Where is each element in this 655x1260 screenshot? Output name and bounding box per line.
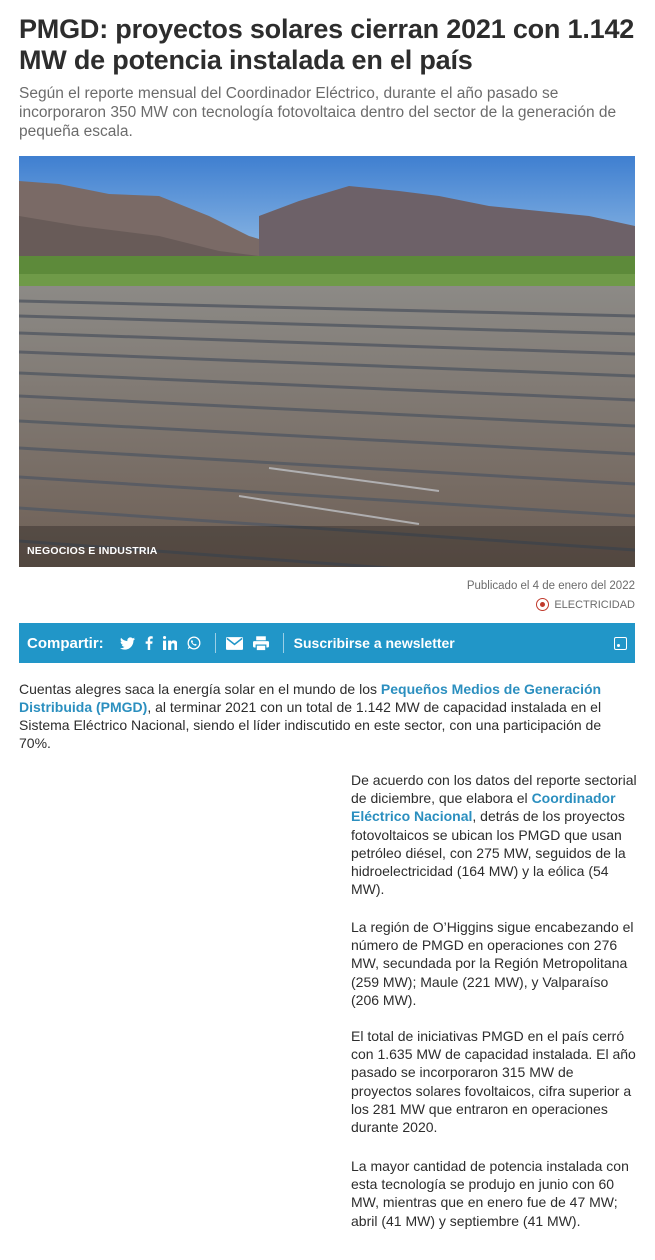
- article-title: PMGD: proyectos solares cierran 2021 con 1.142 MW de potencia instalada en el país: [19, 14, 635, 75]
- share-divider: [283, 633, 284, 653]
- article-subtitle: Según el reporte mensual del Coordinador Eléctrico, durante el año pasado se incorporaron 350 MW con tecnología fotovoltaica dentro del sector de la generación de pequeña escala.: [19, 85, 617, 140]
- hero-image: [19, 156, 635, 567]
- category-link[interactable]: [536, 598, 635, 611]
- paragraph-1: [351, 771, 637, 898]
- share-label: Compartir:: [27, 634, 104, 652]
- share-divider: [215, 633, 216, 653]
- facebook-icon[interactable]: [145, 636, 153, 650]
- p1-text: De acuerdo con los datos del reporte sectorial de diciembre, que elabora el: [351, 772, 637, 807]
- image-category-tag[interactable]: NEGOCIOS E INDUSTRIA: [27, 545, 158, 557]
- paragraph-3: El total de iniciativas PMGD en el país cerró con 1.635 MW de capacidad instalada. El año pasado se incorporaron 315 MW de proyectos solares fovoltaicos, cifra superior a los 281 MW que entraron en operaciones durante 2020.: [351, 1028, 636, 1136]
- publish-date: Publicado el 4 de enero del 2022: [466, 580, 635, 592]
- rss-icon[interactable]: [614, 637, 627, 650]
- lead-paragraph: [19, 680, 619, 752]
- email-icon[interactable]: [226, 637, 243, 650]
- paragraph-2: La región de O’Higgins sigue encabezando el número de PMGD en operaciones con 276 MW, secundada por la Región Metropolitana (259 MW); Maule (221 MW), y Valparaíso (206 MW).: [351, 919, 634, 1008]
- lead-text: , al terminar 2021 con un total de 1.142 MW de capacidad instalada en el Sistema Eléctrico Nacional, siendo el líder indiscutido en este sector, con una participación de 70%.: [19, 699, 602, 751]
- pmgd-link[interactable]: Pequeños Medios de Generación Distribuida (PMGD): [19, 681, 602, 715]
- whatsapp-icon[interactable]: [187, 636, 201, 650]
- twitter-icon[interactable]: [120, 637, 135, 650]
- print-icon[interactable]: [253, 636, 269, 651]
- solar-farm-photo: [19, 156, 635, 567]
- newsletter-link[interactable]: Suscribirse a newsletter: [293, 635, 455, 651]
- paragraph-4: La mayor cantidad de potencia instalada con esta tecnología se produjo en junio con 60 MW, mientras que en enero fue de 47 MW; abril (41 MW) y septiembre (41 MW).: [351, 1158, 629, 1229]
- category-icon: [536, 598, 549, 611]
- linkedin-icon[interactable]: [163, 636, 177, 650]
- lead-text: Cuentas alegres saca la energía solar en el mundo de los: [19, 681, 381, 697]
- share-bar: [19, 623, 635, 663]
- category-label: ELECTRICIDAD: [554, 598, 635, 611]
- coordinador-link[interactable]: Coordinador Eléctrico Nacional: [351, 790, 616, 825]
- p1-text: , detrás de los proyectos fotovoltaicos se ubican los PMGD que usan petróleo diésel, con 275 MW, seguidos de la hidroelectricidad (164 MW) y la eólica (54 MW).: [351, 808, 626, 898]
